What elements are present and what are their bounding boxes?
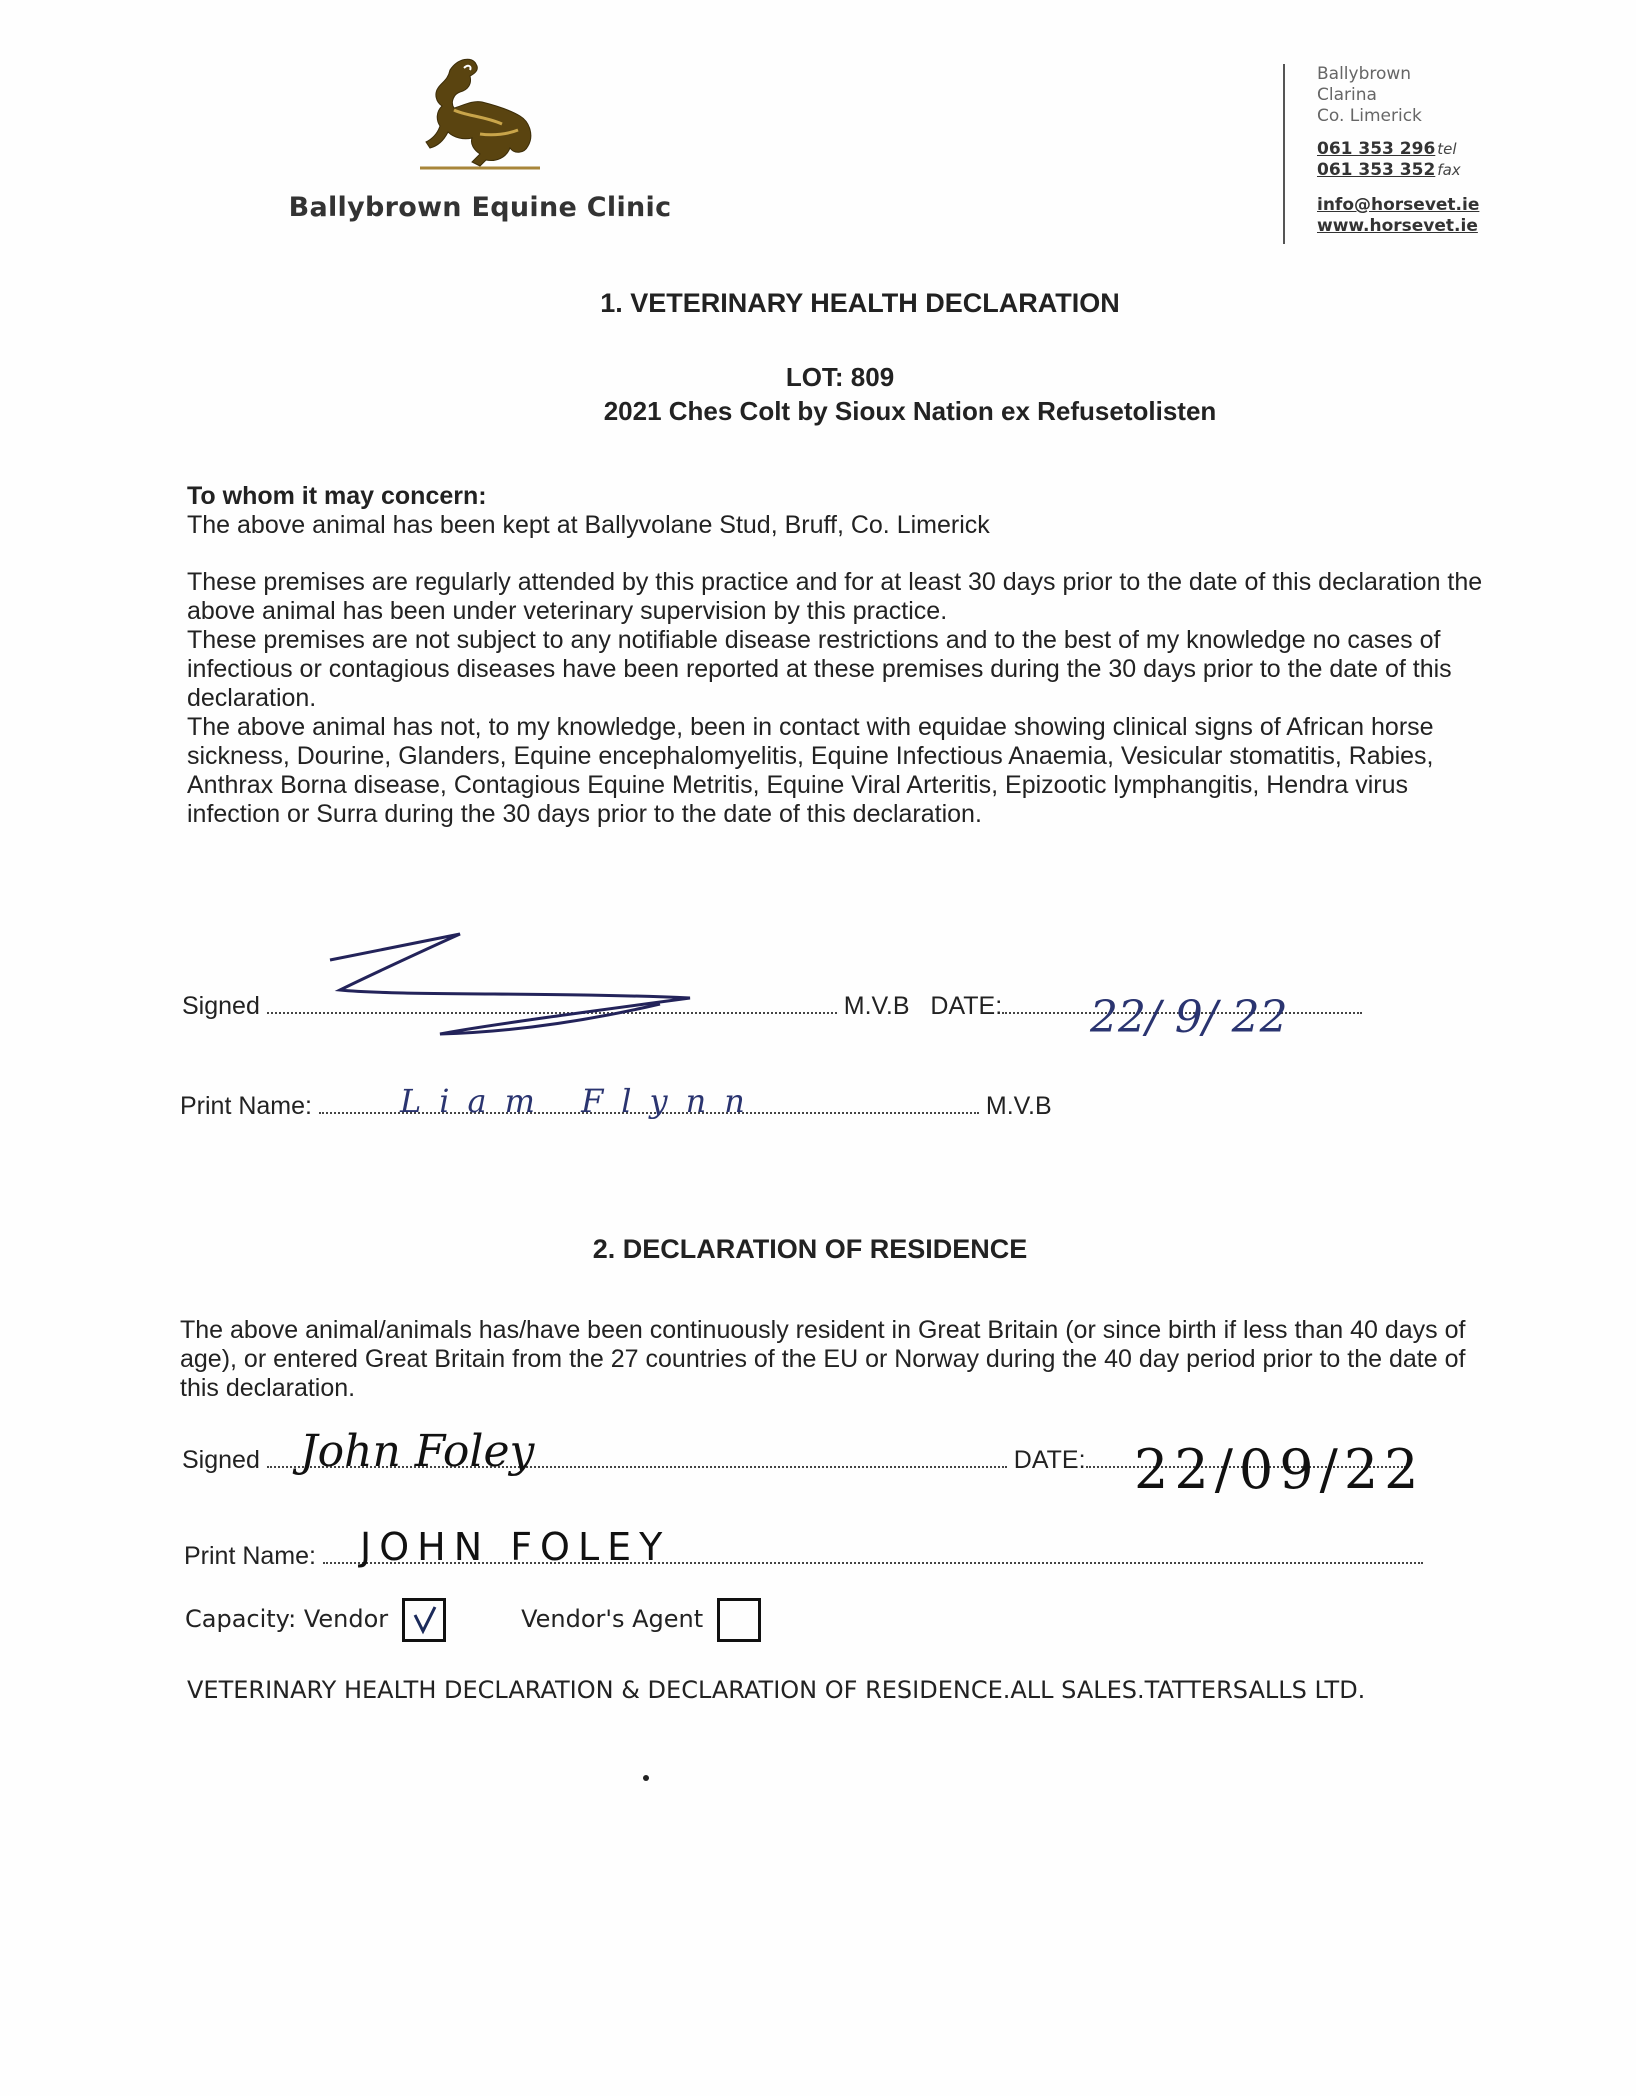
web-link[interactable]: www.horsevet.ie bbox=[1317, 216, 1478, 236]
tel-label: tel bbox=[1437, 140, 1457, 158]
vet-print-value: Liam Flynn bbox=[400, 1082, 763, 1120]
vet-signed-label: Signed bbox=[182, 992, 260, 1020]
residence-para: The above animal/animals has/have been continuously resident in Great Britain (or since birth if less than 40 days of age), or entered Great Britain from the 27 countries of the EU or Norway during the 40 day period prior to the date of this declaration. bbox=[180, 1316, 1466, 1402]
footer-text: VETERINARY HEALTH DECLARATION & DECLARATION OF RESIDENCE.ALL SALES.TATTERSALLS LTD. bbox=[187, 1676, 1366, 1704]
vet-print-label: Print Name: bbox=[180, 1092, 312, 1120]
clinic-name: Ballybrown Equine Clinic bbox=[288, 192, 672, 223]
vendor-date-label: DATE: bbox=[1013, 1446, 1086, 1474]
salutation: To whom it may concern: bbox=[187, 482, 487, 510]
fax-number: 061 353 352 bbox=[1317, 160, 1436, 180]
vet-mvb-label: M.V.B bbox=[843, 992, 910, 1020]
capacity-vendor-label: Capacity: Vendor bbox=[185, 1605, 389, 1633]
horse-description: 2021 Ches Colt by Sioux Nation ex Refusetolisten bbox=[603, 396, 1217, 426]
section1-heading: 1. VETERINARY HEALTH DECLARATION bbox=[600, 288, 1120, 318]
vendor-print-value: JOHN FOLEY bbox=[360, 1525, 671, 1569]
capacity-agent-label: Vendor's Agent bbox=[521, 1605, 704, 1633]
vendor-signed-label: Signed bbox=[182, 1446, 260, 1474]
vet-date-label: DATE: bbox=[930, 992, 1003, 1020]
vet-date-value: 22/ 9/ 22 bbox=[1090, 992, 1288, 1043]
vendor-print-label: Print Name: bbox=[184, 1542, 316, 1570]
vendor-date-value: 22/09/22 bbox=[1134, 1438, 1425, 1501]
fax-label: fax bbox=[1437, 161, 1461, 179]
vendor-signature: John Foley bbox=[300, 1426, 535, 1477]
address-line-2: Clarina bbox=[1317, 85, 1377, 105]
para-kept-at: The above animal has been kept at Ballyvolane Stud, Bruff, Co. Limerick bbox=[187, 511, 990, 539]
stray-dot bbox=[643, 1775, 649, 1781]
para-no-contact: The above animal has not, to my knowledge, been in contact with equidae showing clinical signs of African horse sickness, Dourine, Glanders, Equine encephalomyelitis, Equine Infectious Anaemia, Vesicular stomatitis, Rabies, Anthrax Borna disease, Contagious Equine Metritis, Equine Viral Arteritis, Epizootic lymphangitis, Hendra virus infection or Surra during the 30 days prior to the date of this declaration. bbox=[187, 713, 1434, 828]
para-attended: These premises are regularly attended by this practice and for at least 30 days prior to the date of this declaration the above animal has been under veterinary supervision by this practice. bbox=[187, 568, 1483, 625]
lot-number: LOT: 809 bbox=[785, 362, 895, 392]
para-no-restrictions: These premises are not subject to any notifiable disease restrictions and to the best of my knowledge no cases of infectious or contagious diseases have been reported at these premises during the 30 days prior to the date of this declaration. bbox=[187, 626, 1452, 712]
section2-heading: 2. DECLARATION OF RESIDENCE bbox=[592, 1234, 1028, 1264]
tel-number: 061 353 296 bbox=[1317, 139, 1436, 159]
vet-signature-icon bbox=[330, 934, 690, 1034]
vet-mvb2-label: M.V.B bbox=[985, 1092, 1052, 1120]
address-line-3: Co. Limerick bbox=[1317, 106, 1422, 126]
email-link[interactable]: info@horsevet.ie bbox=[1317, 195, 1480, 215]
address-line-1: Ballybrown bbox=[1317, 64, 1412, 84]
